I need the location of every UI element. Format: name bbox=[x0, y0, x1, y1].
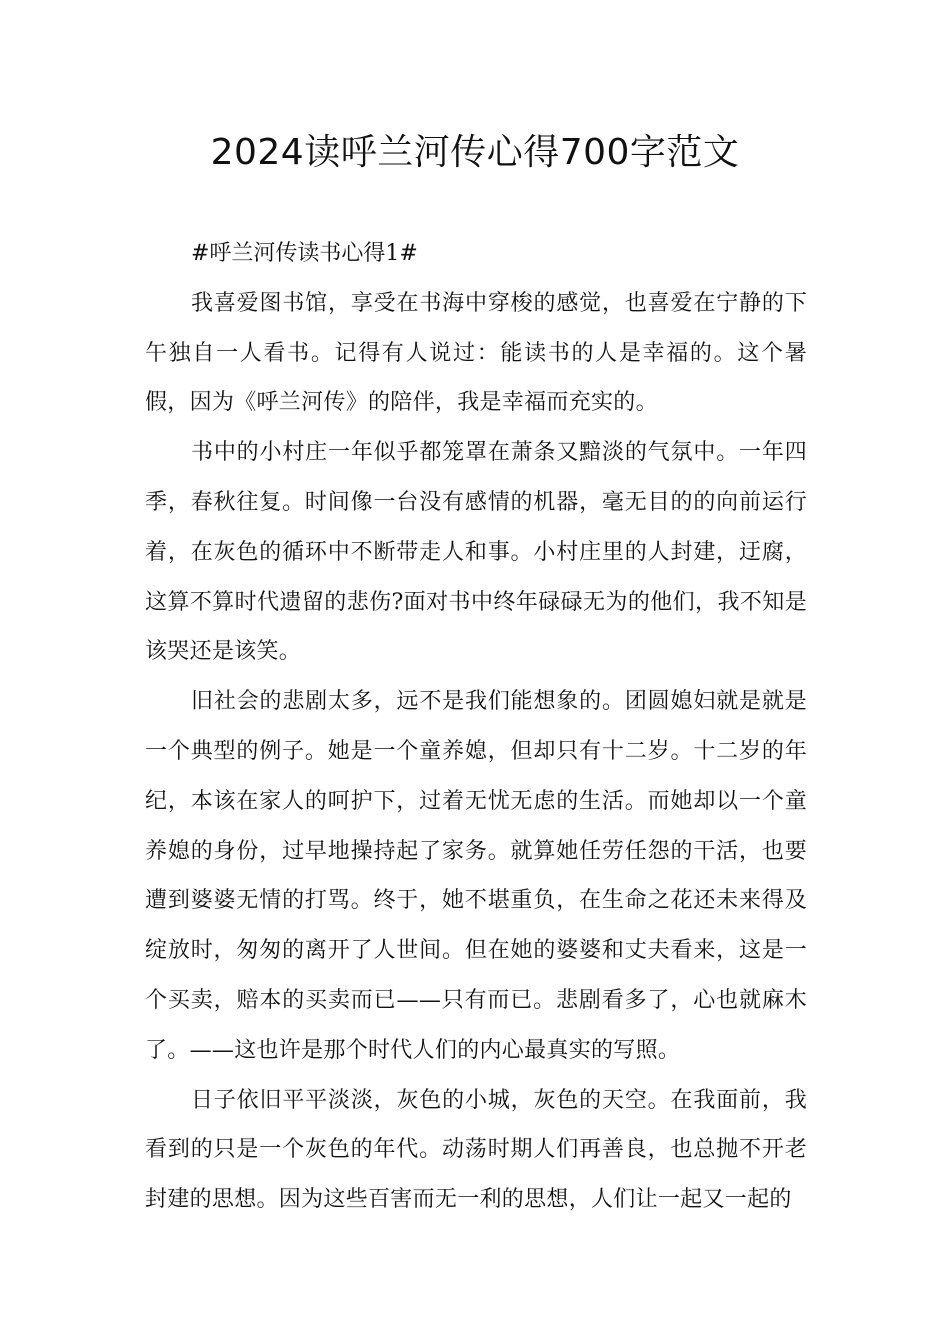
paragraph-2: 书中的小村庄一年似乎都笼罩在萧条又黯淡的气氛中。一年四季，春秋往复。时间像一台没有感情的机器，毫无目的的向前运行着，在灰色的循环中不断带走人和事。小村庄里的人封建，迂腐，这算不算时代遗留的悲伤?面对书中终年碌碌无为的他们，我不知是该哭还是该笑。 bbox=[145, 440, 807, 665]
paragraph-1: 我喜爱图书馆，享受在书海中穿梭的感觉，也喜爱在宁静的下午独自一人看书。记得有人说过：能读书的人是幸福的。这个暑假，因为《呼兰河传》的陪伴，我是幸福而充实的。 bbox=[145, 290, 807, 416]
document-title: 2024读呼兰河传心得700字范文 bbox=[210, 132, 740, 173]
section-subheading: #呼兰河传读书心得1# bbox=[191, 241, 418, 266]
paragraph-4: 日子依旧平平淡淡，灰色的小城，灰色的天空。在我面前，我看到的只是一个灰色的年代。动荡时期人们再善良，也总抛不开老封建的思想。因为这些百害而无一利的思想，人们让一起又一起的 bbox=[145, 1087, 807, 1213]
document-body bbox=[145, 229, 807, 1225]
paragraph-3: 旧社会的悲剧太多，远不是我们能想象的。团圆媳妇就是就是一个典型的例子。她是一个童养媳，但却只有十二岁。十二岁的年纪，本该在家人的呵护下，过着无忧无虑的生活。而她却以一个童养媳的身份，过早地操持起了家务。就算她任劳任怨的干活，也要遭到婆婆无情的打骂。终于，她不堪重负，在生命之花还未来得及绽放时，匆匆的离开了人世间。但在她的婆婆和丈夫看来，这是一个买卖，赔本的买卖而已——只有而已。悲剧看多了，心也就麻木了。——这也许是那个时代人们的内心最真实的写照。 bbox=[145, 689, 807, 1063]
